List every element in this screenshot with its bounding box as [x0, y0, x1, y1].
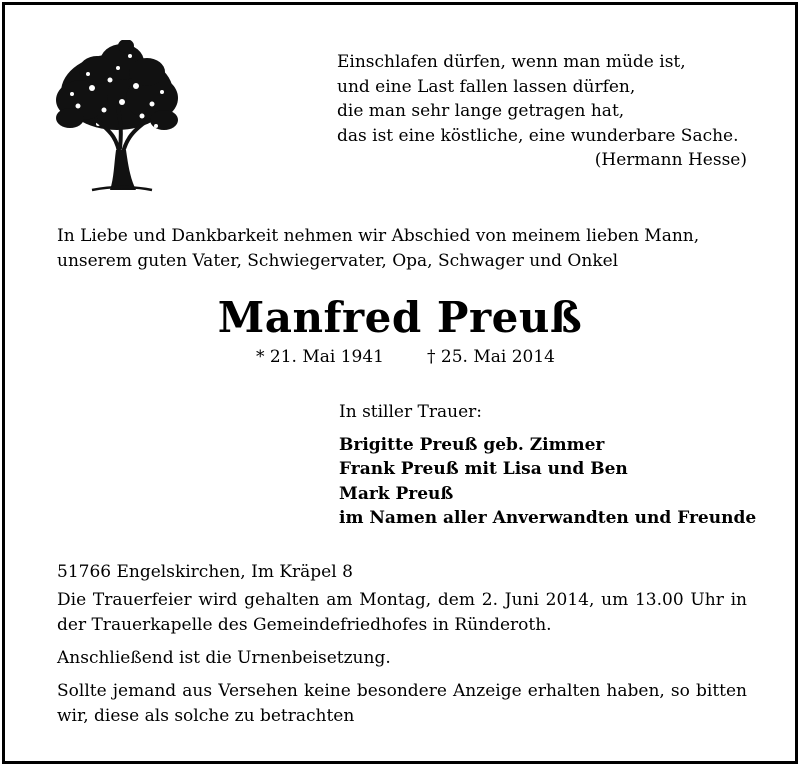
mourner-name: im Namen aller Anverwandten und Freunde	[339, 508, 757, 528]
mourner-name: Mark Preuß	[339, 483, 454, 504]
poem	[337, 50, 747, 173]
tree-icon	[52, 40, 182, 192]
deceased-name: Manfred Preuß	[217, 293, 583, 342]
mourners-block	[339, 400, 756, 531]
birth-date: * 21. Mai 1941	[256, 347, 384, 367]
poem-line: und eine Last fallen lassen dürfen,	[337, 76, 636, 97]
mourners-label: In stiller Trauer:	[339, 402, 482, 422]
poem-line: Einschlafen dürfen, wenn man müde ist,	[337, 52, 686, 72]
poem-line: die man sehr lange getragen hat,	[337, 101, 625, 121]
urn-info: Anschließend ist die Urnenbeisetzung.	[57, 648, 391, 668]
poem-author: (Hermann Hesse)	[594, 150, 747, 170]
address: 51766 Engelskirchen, Im Kräpel 8	[57, 562, 353, 582]
notice-info: Sollte jemand aus Versehen keine besondere Anzeige erhalten haben, so bitten wir, diese als solche zu betrachten	[57, 681, 747, 726]
death-date: † 25. Mai 2014	[427, 347, 555, 367]
mourner-name: Brigitte Preuß geb. Zimmer	[339, 434, 605, 455]
footer-block	[57, 560, 747, 737]
mourner-name: Frank Preuß mit Lisa und Ben	[339, 459, 628, 479]
funeral-info: Die Trauerfeier wird gehalten am Montag, dem 2. Juni 2014, um 13.00 Uhr in der Trauerkapelle des Gemeindefriedhofes in Ründeroth.	[57, 590, 747, 635]
intro-text: In Liebe und Dankbarkeit nehmen wir Abschied von meinem lieben Mann, unserem guten Vater, Schwiegervater, Opa, Schwager und Onkel	[57, 226, 700, 271]
poem-line: das ist eine köstliche, eine wunderbare Sache.	[337, 125, 739, 146]
